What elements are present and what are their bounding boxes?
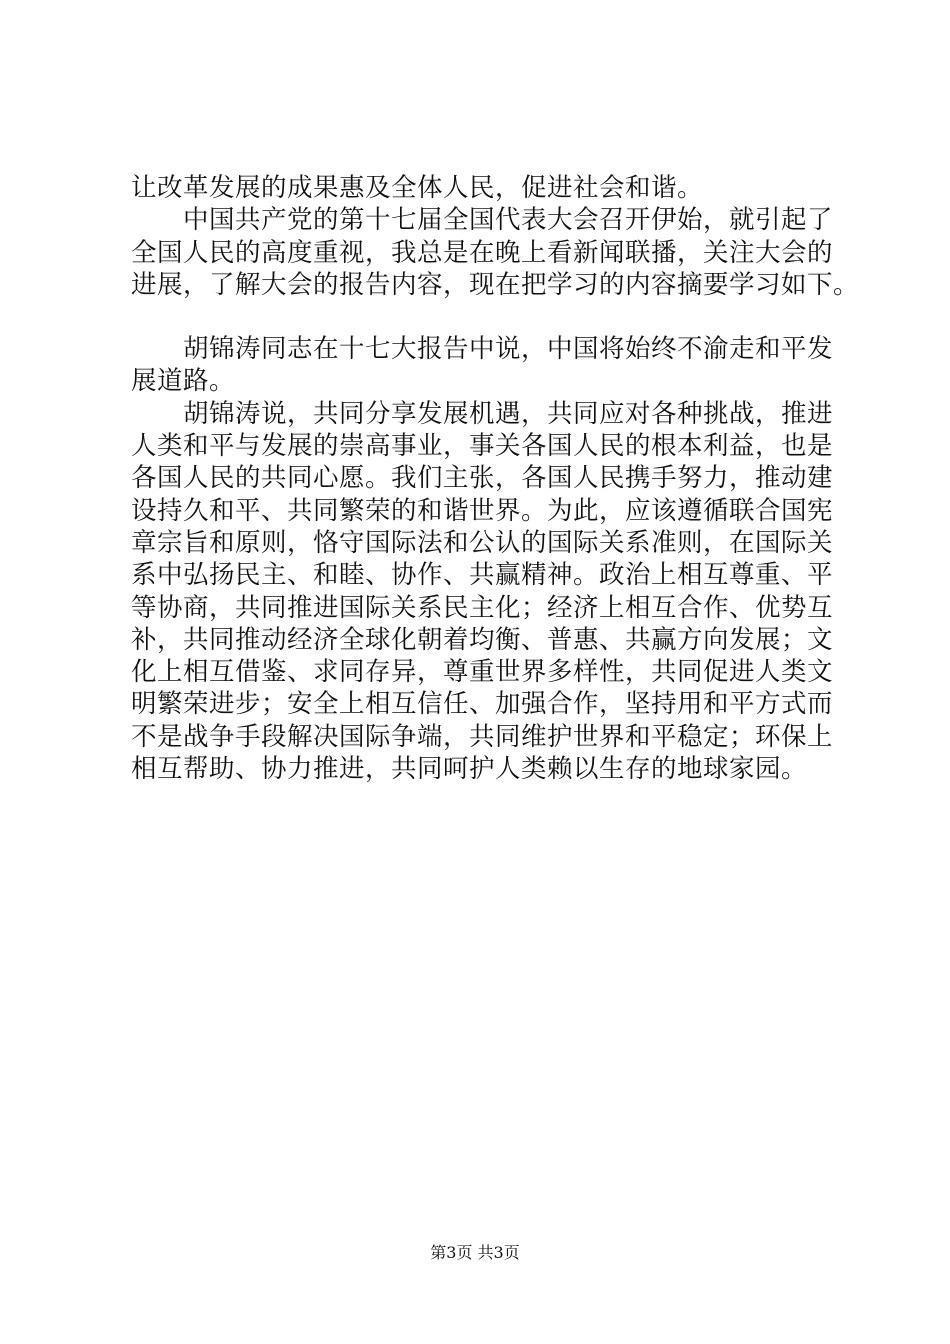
page-number-footer: 第3页 共3页 xyxy=(430,1243,520,1262)
text-line: 各国人民的共同心愿。我们主张，各国人民携手努力，推动建 xyxy=(131,463,834,494)
text-line: 胡锦涛说，共同分享发展机遇，共同应对各种挑战，推进 xyxy=(183,398,834,429)
text-line: 补，共同推动经济全球化朝着均衡、普惠、共赢方向发展；文 xyxy=(131,624,834,655)
text-line: 化上相互借鉴、求同存异，尊重世界多样性，共同促进人类文 xyxy=(131,657,834,688)
text-line: 不是战争手段解决国际争端，共同维护世界和平稳定；环保上 xyxy=(131,721,834,752)
text-line: 系中弘扬民主、和睦、协作、共赢精神。政治上相互尊重、平 xyxy=(131,560,834,591)
paragraph-gap xyxy=(131,301,836,333)
text-line: 人类和平与发展的崇高事业，事关各国人民的根本利益，也是 xyxy=(131,431,834,462)
text-line: 设持久和平、共同繁荣的和谐世界。为此，应该遵循联合国宪 xyxy=(131,495,834,526)
text-line: 中国共产党的第十七届全国代表大会召开伊始，就引起了 xyxy=(183,205,834,236)
text-line: 等协商，共同推进国际关系民主化；经济上相互合作、优势互 xyxy=(131,592,834,623)
document-body xyxy=(131,172,860,785)
text-line: 胡锦涛同志在十七大报告中说，中国将始终不渝走和平发 xyxy=(183,334,834,365)
text-line: 让改革发展的成果惠及全体人民，促进社会和谐。 xyxy=(131,173,704,203)
text-line: 相互帮助、协力推进，共同呵护人类赖以生存的地球家园。 xyxy=(131,754,808,785)
text-line: 全国人民的高度重视，我总是在晚上看新闻联播，关注大会的 xyxy=(131,237,834,268)
text-line: 展道路。 xyxy=(131,366,236,397)
text-line: 明繁荣进步；安全上相互信任、加强合作，坚持用和平方式而 xyxy=(131,689,834,720)
text-line: 章宗旨和原则，恪守国际法和公认的国际关系准则，在国际关 xyxy=(131,527,834,558)
text-line: 进展，了解大会的报告内容，现在把学习的内容摘要学习如下。 xyxy=(131,269,860,300)
